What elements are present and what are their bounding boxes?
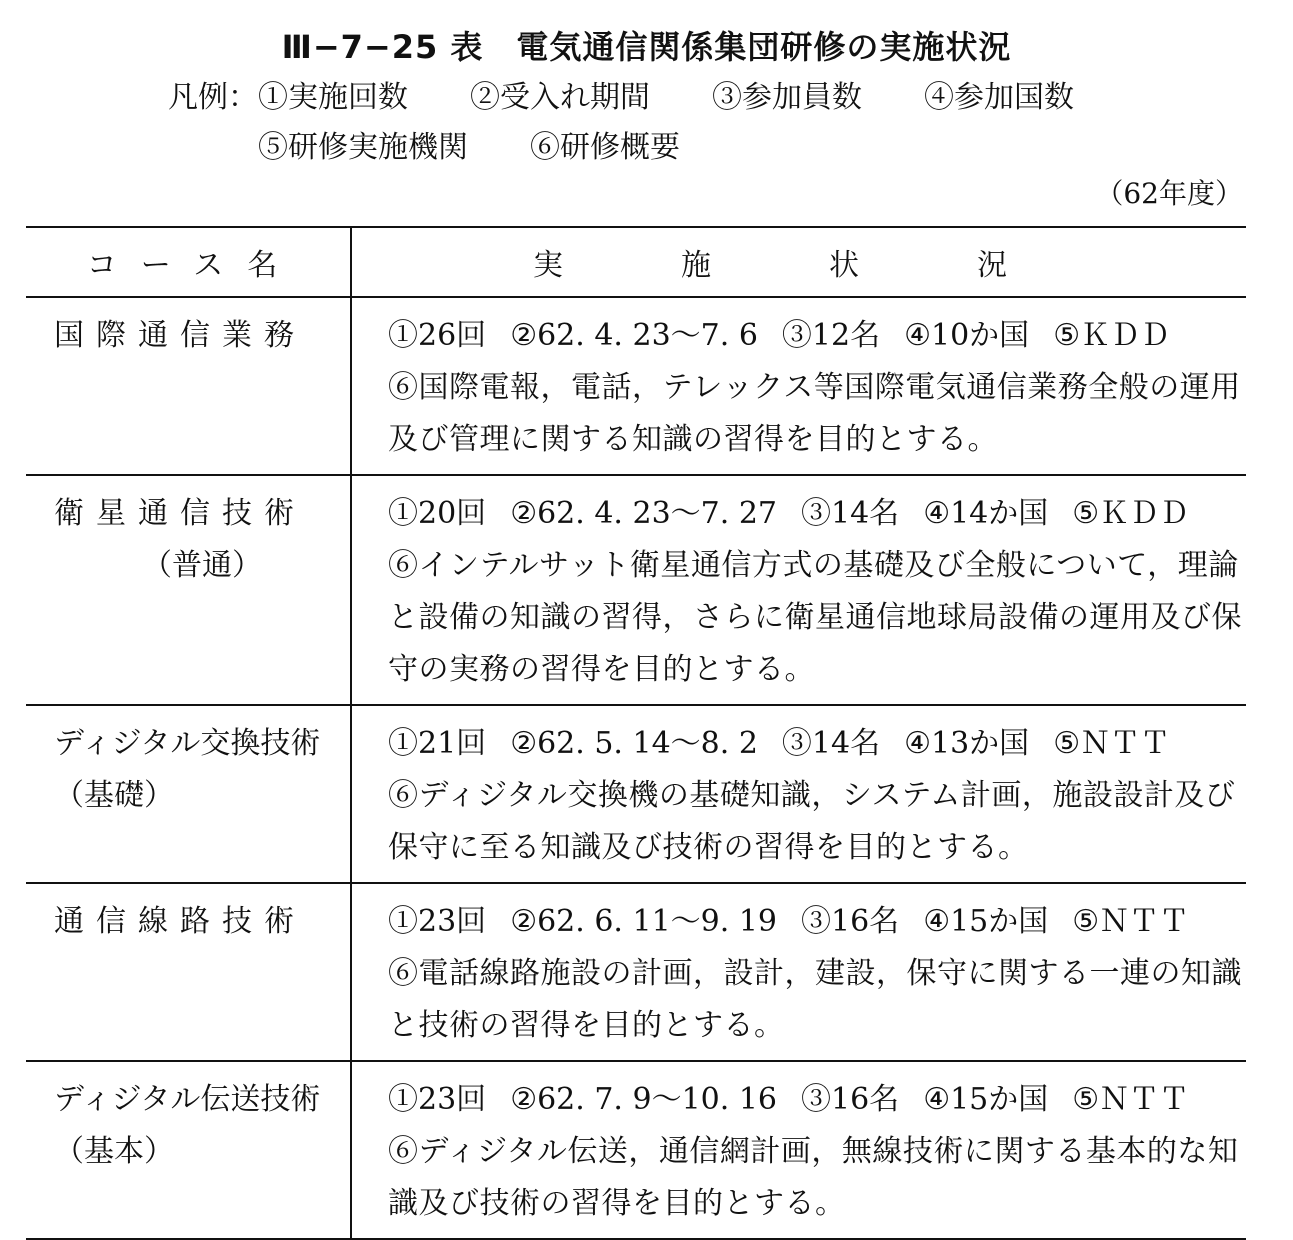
course-name-cell — [26, 1061, 351, 1239]
course-name-cell — [26, 297, 351, 475]
meta-participants: ③16名 — [801, 904, 900, 939]
course-name: 衛星通信技術 — [54, 496, 306, 531]
meta-institution: ⑤ＮＴＴ — [1072, 1082, 1190, 1117]
table-row — [26, 1061, 1246, 1239]
meta-period: ②62. 4. 23〜7. 6 — [510, 318, 758, 353]
course-name-cell — [26, 883, 351, 1061]
legend-item: ③参加員数 — [712, 80, 862, 115]
header-status: 実施状況 — [533, 248, 1125, 283]
course-name: ディジタル伝送技術（基本） — [54, 1082, 321, 1169]
course-meta — [388, 488, 1242, 540]
legend-item: ⑥研修概要 — [530, 130, 680, 165]
legend-item: ②受入れ期間 — [470, 80, 650, 115]
legend-item: 凡例：①実施回数 — [168, 80, 408, 115]
training-table — [26, 226, 1246, 1240]
meta-countries: ④14か国 — [923, 496, 1049, 531]
legend-line-2 — [258, 122, 680, 166]
meta-period: ②62. 5. 14〜8. 2 — [510, 726, 758, 761]
status-cell — [351, 883, 1246, 1061]
fiscal-year-label: （62年度） — [1095, 177, 1243, 210]
course-meta — [388, 718, 1242, 770]
legend-line-1 — [168, 72, 1074, 116]
meta-participants: ③12名 — [781, 318, 881, 353]
meta-period: ②62. 6. 11〜9. 19 — [510, 904, 777, 939]
course-name: ディジタル交換技術（基礎） — [54, 726, 321, 813]
table-row — [26, 705, 1246, 883]
course-name: 国際通信業務 — [54, 318, 306, 353]
table-title: Ⅲ−7−25 表 電気通信関係集団研修の実施状況 — [281, 28, 1012, 66]
header-course: コース名 — [26, 227, 351, 297]
status-cell — [351, 475, 1246, 705]
meta-countries: ④10か国 — [904, 318, 1030, 353]
meta-institution: ⑤ＮＴＴ — [1072, 904, 1190, 939]
meta-countries: ④13か国 — [904, 726, 1030, 761]
course-description: ⑥ディジタル伝送，通信網計画，無線技術に関する基本的な知識及び技術の習得を目的とする。 — [388, 1134, 1239, 1221]
table-row — [26, 883, 1246, 1061]
course-description: ⑥ディジタル交換機の基礎知識，システム計画，施設設計及び保守に至る知識及び技術の習得を目的とする。 — [388, 778, 1236, 865]
meta-institution: ⑤ＫＤＤ — [1072, 496, 1190, 531]
course-description: ⑥電話線路施設の計画，設計，建設，保守に関する一連の知識と技術の習得を目的とする。 — [388, 956, 1242, 1043]
legend-item: ④参加国数 — [924, 80, 1074, 115]
meta-participants: ③16名 — [801, 1082, 900, 1117]
meta-institution: ⑤ＮＴＴ — [1053, 726, 1171, 761]
course-name-cell — [26, 705, 351, 883]
course-description: ⑥インテルサット衛星通信方式の基礎及び全般について，理論と設備の知識の習得，さらに衛星通信地球局設備の運用及び保守の実務の習得を目的とする。 — [388, 548, 1242, 687]
meta-period: ②62. 7. 9〜10. 16 — [510, 1082, 777, 1117]
status-cell — [351, 705, 1246, 883]
legend-item: ⑤研修実施機関 — [258, 130, 468, 165]
course-meta — [388, 896, 1242, 948]
status-cell — [351, 297, 1246, 475]
status-cell — [351, 1061, 1246, 1239]
course-meta — [388, 1074, 1242, 1126]
header-row — [26, 227, 1246, 297]
meta-sessions: ①23回 — [388, 904, 487, 939]
course-meta — [388, 310, 1242, 362]
meta-sessions: ①23回 — [388, 1082, 487, 1117]
meta-participants: ③14名 — [781, 726, 881, 761]
meta-sessions: ①20回 — [388, 496, 487, 531]
table-row — [26, 297, 1246, 475]
meta-sessions: ①21回 — [388, 726, 487, 761]
course-name-cell — [26, 475, 351, 705]
course-name: 通信線路技術 — [54, 904, 306, 939]
course-name-sub: （普通） — [142, 548, 262, 583]
meta-institution: ⑤ＫＤＤ — [1053, 318, 1171, 353]
meta-sessions: ①26回 — [388, 318, 487, 353]
table-row — [26, 475, 1246, 705]
meta-period: ②62. 4. 23〜7. 27 — [510, 496, 777, 531]
meta-countries: ④15か国 — [923, 904, 1049, 939]
course-description: ⑥国際電報，電話，テレックス等国際電気通信業務全般の運用及び管理に関する知識の習得を目的とする。 — [388, 370, 1241, 457]
meta-countries: ④15か国 — [923, 1082, 1049, 1117]
meta-participants: ③14名 — [801, 496, 900, 531]
